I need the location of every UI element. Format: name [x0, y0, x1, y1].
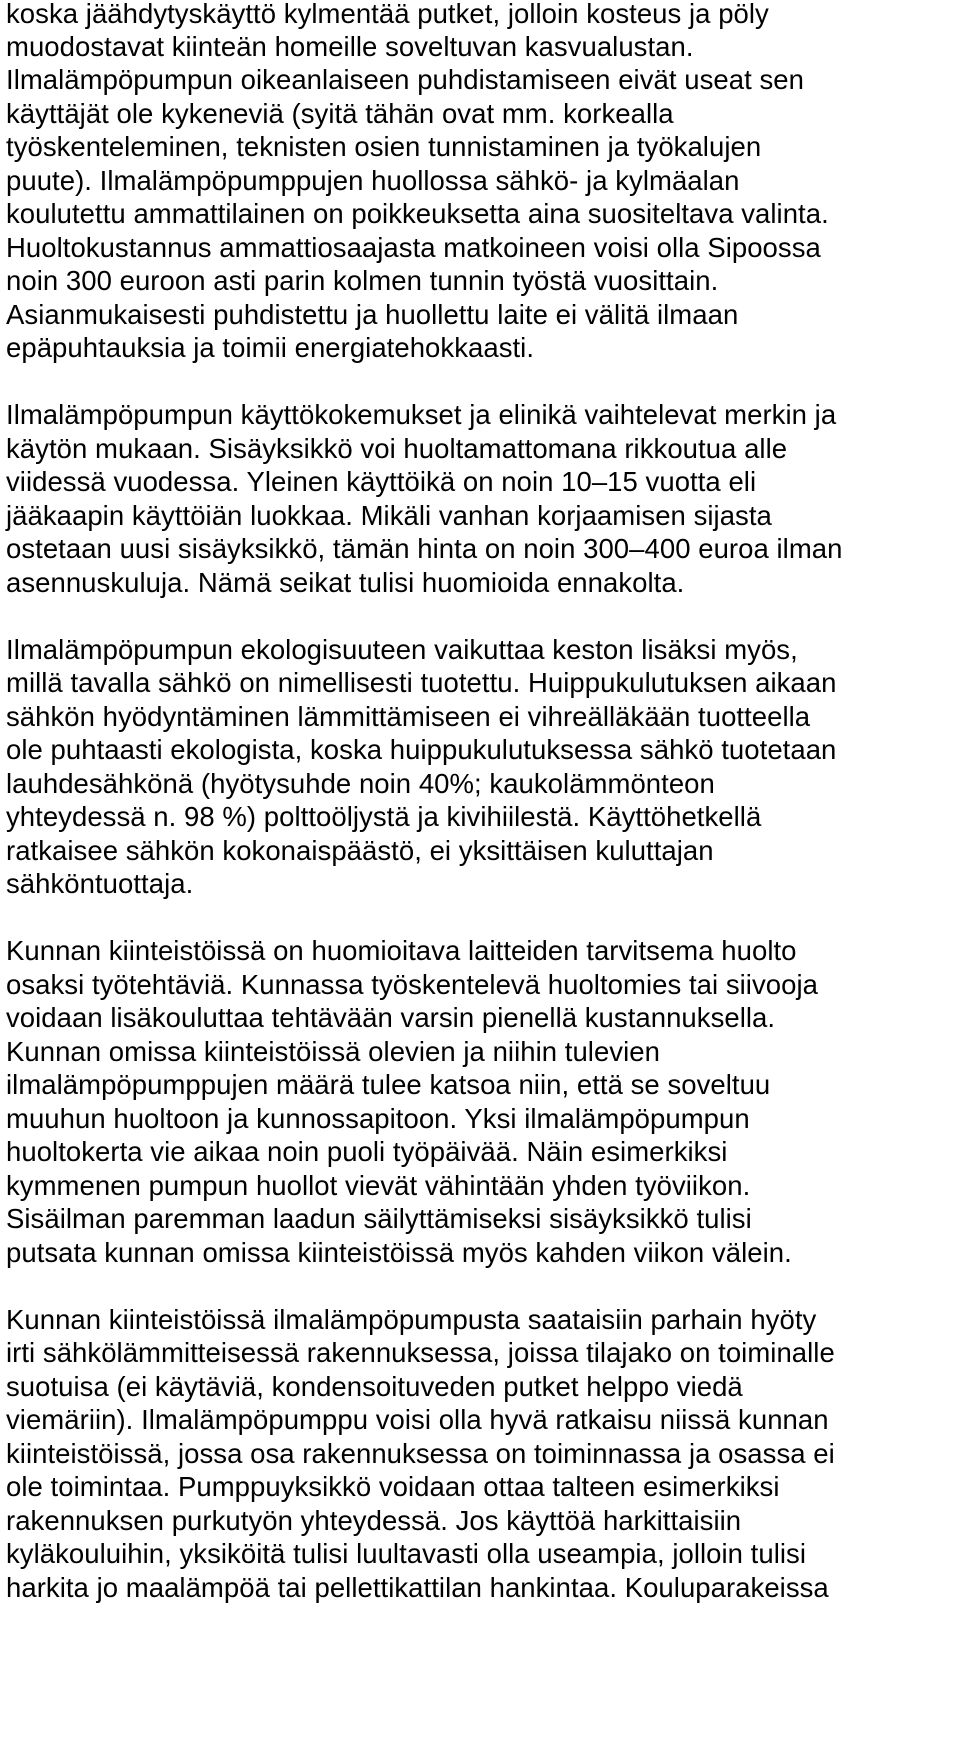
text-line: sähkön hyödyntäminen lämmittämiseen ei vihreälläkään tuotteella — [6, 701, 811, 732]
text-line: muuhun huoltoon ja kunnossapitoon. Yksi ilmalämpöpumpun — [6, 1103, 750, 1134]
text-line: viemäriin). Ilmalämpöpumppu voisi olla hyvä ratkaisu niissä kunnan — [6, 1404, 829, 1435]
text-line: muodostavat kiinteän homeille soveltuvan kasvualustan. — [6, 31, 694, 62]
text-line: Huoltokustannus ammattiosaajasta matkoineen voisi olla Sipoossa — [6, 232, 821, 263]
text-line: Ilmalämpöpumpun käyttökokemukset ja elinikä vaihtelevat merkin ja — [6, 399, 837, 430]
text-line: ole puhtaasti ekologista, koska huippukulutuksessa sähkö tuotetaan — [6, 734, 837, 765]
text-line: käytön mukaan. Sisäyksikkö voi huoltamattomana rikkoutua alle — [6, 433, 788, 464]
text-line: millä tavalla sähkö on nimellisesti tuotettu. Huippukulutuksen aikaan — [6, 667, 837, 698]
text-line: puute). Ilmalämpöpumppujen huollossa sähkö- ja kylmäalan — [6, 165, 740, 196]
text-line: kiinteistöissä, jossa osa rakennuksessa on toiminnassa ja osassa ei — [6, 1438, 835, 1469]
text-line: putsata kunnan omissa kiinteistöissä myös kahden viikon välein. — [6, 1237, 792, 1268]
text-line: harkita jo maalämpöä tai pellettikattilan hankintaa. Kouluparakeissa — [6, 1572, 829, 1603]
text-line: Asianmukaisesti puhdistettu ja huollettu laite ei välitä ilmaan — [6, 299, 739, 330]
text-line: sähköntuottaja. — [6, 868, 194, 899]
text-line: voidaan lisäkouluttaa tehtävään varsin pienellä kustannuksella. — [6, 1002, 776, 1033]
text-line: osaksi työtehtäviä. Kunnassa työskentelevä huoltomies tai siivooja — [6, 969, 818, 1000]
text-line: irti sähkölämmitteisessä rakennuksessa, joissa tilajako on toiminalle — [6, 1337, 835, 1368]
text-line: rakennuksen purkutyön yhteydessä. Jos käyttöä harkittaisiin — [6, 1505, 742, 1536]
text-line: kyläkouluihin, yksiköitä tulisi luultavasti olla useampia, jolloin tulisi — [6, 1538, 806, 1569]
text-line: jääkaapin käyttöiän luokkaa. Mikäli vanhan korjaamisen sijasta — [6, 500, 772, 531]
text-line: huoltokerta vie aikaa noin puoli työpäivää. Näin esimerkiksi — [6, 1136, 728, 1167]
text-line: Ilmalämpöpumpun oikeanlaiseen puhdistamiseen eivät useat sen — [6, 64, 804, 95]
text-line: työskenteleminen, teknisten osien tunnistaminen ja työkalujen — [6, 131, 762, 162]
text-line: ostetaan uusi sisäyksikkö, tämän hinta on noin 300–400 euroa ilman — [6, 533, 843, 564]
text-line: Sisäilman paremman laadun säilyttämiseksi sisäyksikkö tulisi — [6, 1203, 752, 1234]
text-line: asennuskuluja. Nämä seikat tulisi huomioida ennakolta. — [6, 567, 685, 598]
text-line: Ilmalämpöpumpun ekologisuuteen vaikuttaa keston lisäksi myös, — [6, 634, 798, 665]
text-line: Kunnan kiinteistöissä on huomioitava laitteiden tarvitsema huolto — [6, 935, 797, 966]
text-line: epäpuhtauksia ja toimii energiatehokkaasti. — [6, 332, 535, 363]
text-line: viidessä vuodessa. Yleinen käyttöikä on noin 10–15 vuotta eli — [6, 466, 757, 497]
text-line: ilmalämpöpumppujen määrä tulee katsoa niin, että se soveltuu — [6, 1069, 771, 1100]
text-line: noin 300 euroon asti parin kolmen tunnin työstä vuosittain. — [6, 265, 719, 296]
text-line: Kunnan omissa kiinteistöissä olevien ja niihin tulevien — [6, 1036, 660, 1067]
text-line: koulutettu ammattilainen on poikkeuksetta aina suositeltava valinta. — [6, 198, 829, 229]
text-line: lauhdesähkönä (hyötysuhde noin 40%; kaukolämmönteon — [6, 768, 715, 799]
text-line: ole toimintaa. Pumppuyksikkö voidaan ottaa talteen esimerkiksi — [6, 1471, 780, 1502]
text-line: kymmenen pumpun huollot vievät vähintään yhden työviikon. — [6, 1170, 751, 1201]
text-line: ratkaisee sähkön kokonaispäästö, ei yksittäisen kuluttajan — [6, 835, 714, 866]
text-line: koska jäähdytyskäyttö kylmentää putket, jolloin kosteus ja pöly — [6, 0, 769, 29]
text-line: yhteydessä n. 98 %) polttoöljystä ja kivihiilestä. Käyttöhetkellä — [6, 801, 762, 832]
text-line: Kunnan kiinteistöissä ilmalämpöpumpusta saataisiin parhain hyöty — [6, 1304, 817, 1335]
text-line: suotuisa (ei käytäviä, kondensoituveden putket helppo viedä — [6, 1371, 743, 1402]
text-line: käyttäjät ole kykeneviä (syitä tähän ovat mm. korkealla — [6, 98, 674, 129]
